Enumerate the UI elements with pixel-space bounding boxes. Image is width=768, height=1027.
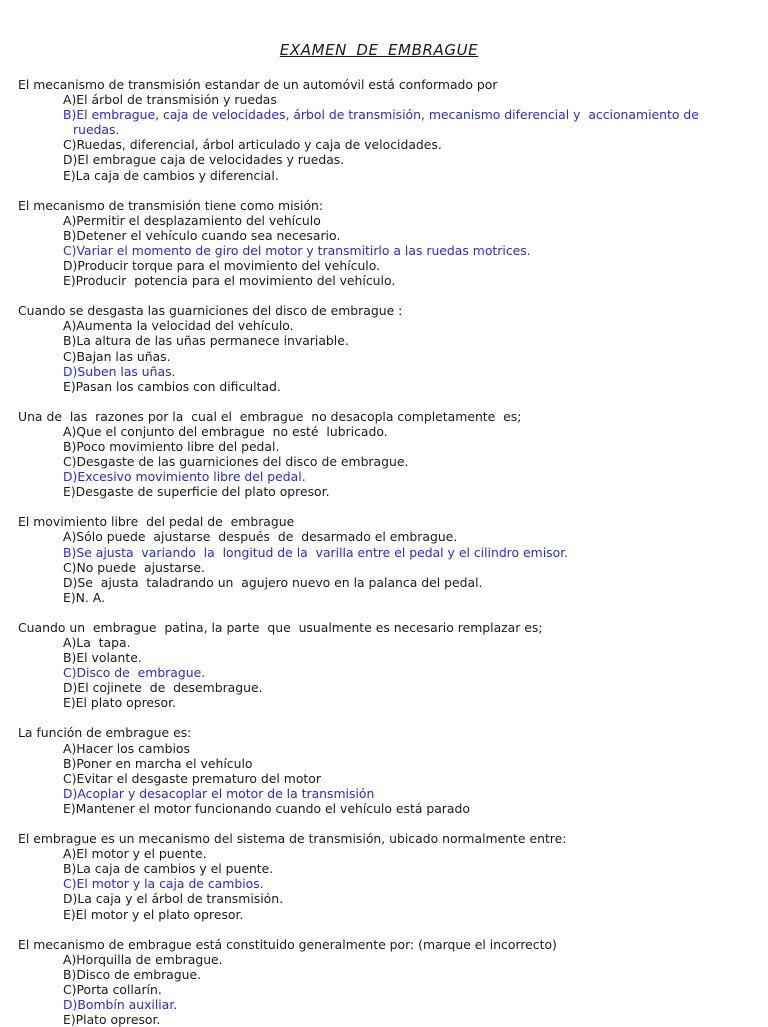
option-text: B)El embrague, caja de velocidades, árbol de transmisión, mecanismo diferencial y accionamiento de	[63, 107, 699, 123]
option-text: A)La tapa.	[63, 635, 131, 650]
option	[63, 967, 740, 982]
question-text: Una de las razones por la cual el embrague no desacopla completamente es;	[18, 408, 522, 424]
correct-option	[63, 997, 740, 1012]
option-text: B)La altura de las uñas permanece invariable.	[63, 333, 349, 349]
option	[63, 379, 740, 394]
option-text: E)Desgaste de superficie del plato opresor.	[63, 484, 330, 500]
question-5	[18, 514, 740, 605]
option-text: B)Se ajusta variando la longitud de la varilla entre el pedal y el cilindro emisor.	[63, 544, 569, 560]
option-text: A)Que el conjunto del embrague no esté lubricado.	[63, 423, 388, 439]
option-text: D)Acoplar y desacoplar el motor de la transmisión	[63, 785, 375, 801]
option	[63, 213, 740, 228]
option-list	[18, 635, 740, 710]
option-text: C)Ruedas, diferencial, árbol articulado y caja de velocidades.	[63, 137, 442, 153]
question-3	[18, 303, 740, 394]
option-suffix: .	[173, 996, 178, 1012]
option-text: B)Poner en marcha el vehículo	[63, 755, 253, 771]
option-text: E)Pasan los cambios con dificultad.	[63, 378, 281, 394]
question-6	[18, 620, 740, 711]
option-list	[18, 318, 740, 393]
option-text: C)Desgaste de las guarniciones del disco de embrague.	[63, 454, 409, 470]
option-text: C)Disco de embrague.	[63, 665, 206, 681]
question-text: La función de embrague es:	[18, 725, 192, 741]
correct-option	[63, 876, 740, 891]
option-text: D)El embrague caja de velocidades y ruedas.	[63, 152, 345, 168]
question-text: El embrague es un mecanismo del sistema de transmisión, ubicado normalmente entre:	[18, 831, 567, 847]
question-7	[18, 725, 740, 816]
option	[63, 318, 740, 333]
option-text: D)La caja y el árbol de transmisión.	[63, 891, 284, 907]
question-text: El mecanismo de transmisión estandar de un automóvil está conformado por	[18, 77, 498, 92]
option	[63, 349, 740, 364]
option-text: C)Porta collarín.	[63, 981, 162, 997]
option	[63, 756, 740, 771]
question-text: Cuando un embrague patina, la parte que usualmente es necesario remplazar es;	[18, 619, 543, 635]
option	[63, 952, 740, 967]
option-text: E)Producir potencia para el movimiento del vehículo.	[63, 273, 396, 289]
option	[63, 529, 740, 544]
question-text: El mecanismo de embrague está constituido generalmente por: (marque el incorrecto)	[18, 936, 557, 952]
correct-option	[63, 665, 740, 680]
option-text: C)No puede ajustarse.	[63, 559, 205, 575]
option-text: B)Disco de embrague.	[63, 966, 202, 982]
option	[63, 273, 740, 288]
option	[63, 635, 740, 650]
option	[63, 771, 740, 786]
correct-option	[63, 469, 740, 484]
option	[63, 891, 740, 906]
option	[63, 258, 740, 273]
option	[63, 907, 740, 922]
option-text: E)N. A.	[63, 589, 106, 605]
option-list	[18, 741, 740, 816]
correct-option	[63, 786, 740, 801]
option-list	[18, 92, 740, 183]
option	[63, 1012, 740, 1027]
correct-option	[63, 107, 740, 137]
question-2	[18, 198, 740, 289]
option-text: C)Variar el momento de giro del motor y transmitirlo a las ruedas motrices.	[63, 242, 531, 258]
option-text: D)Excesivo movimiento libre del pedal.	[63, 469, 306, 485]
option	[63, 454, 740, 469]
option	[63, 439, 740, 454]
option	[63, 484, 740, 499]
question-9	[18, 937, 740, 1027]
question-text: El movimiento libre del pedal de embrague	[18, 514, 295, 530]
option-text: A)Horquilla de embrague.	[63, 951, 223, 967]
option-text: E)Plato opresor.	[63, 1012, 161, 1027]
option	[63, 861, 740, 876]
question-text: Cuando se desgasta las guarniciones del disco de embrague :	[18, 303, 403, 319]
option-text: D)El cojinete de desembrague.	[63, 680, 263, 696]
exam-title: EXAMEN DE EMBRAGUE	[279, 41, 479, 59]
option-text: A)El árbol de transmisión y ruedas	[63, 92, 277, 108]
option-list	[18, 213, 740, 288]
option	[63, 333, 740, 348]
option	[63, 424, 740, 439]
option-text: D)Bombín auxiliar	[63, 996, 174, 1012]
option-text: E)La caja de cambios y diferencial.	[63, 167, 279, 183]
option	[63, 680, 740, 695]
correct-option	[63, 545, 740, 560]
option	[63, 695, 740, 710]
option	[63, 168, 740, 183]
option	[63, 575, 740, 590]
option-text: A)Sólo puede ajustarse después de desarmado el embrague.	[63, 529, 458, 545]
option	[63, 982, 740, 997]
option-text: D)Se ajusta taladrando un agujero nuevo en la palanca del pedal.	[63, 574, 483, 590]
option-text: A)Permitir el desplazamiento del vehículo	[63, 212, 321, 228]
question-1	[18, 77, 740, 183]
option	[63, 137, 740, 152]
option	[63, 846, 740, 861]
option	[63, 801, 740, 816]
option-text: D)Suben las uñas.	[63, 363, 176, 379]
option-text: A)Hacer los cambios	[63, 740, 190, 756]
option-text: E)El motor y el plato opresor.	[63, 906, 244, 922]
correct-option	[63, 243, 740, 258]
option	[63, 741, 740, 756]
question-list	[18, 77, 740, 1027]
option-text: B)El volante.	[63, 650, 142, 666]
option-list	[18, 846, 740, 921]
option-text: B)Poco movimiento libre del pedal.	[63, 438, 280, 454]
option-list	[18, 424, 740, 499]
option-text: B)La caja de cambios y el puente.	[63, 861, 274, 877]
correct-option	[63, 364, 740, 379]
option	[63, 560, 740, 575]
option-text: B)Detener el vehículo cuando sea necesario.	[63, 227, 341, 243]
option-text: E)Mantener el motor funcionando cuando el vehículo está parado	[63, 800, 470, 816]
option-text: C)El motor y la caja de cambios.	[63, 876, 264, 892]
option	[63, 152, 740, 167]
option-text: A)El motor y el puente.	[63, 846, 207, 862]
question-text: El mecanismo de transmisión tiene como misión:	[18, 197, 324, 213]
option	[63, 650, 740, 665]
option-text: A)Aumenta la velocidad del vehículo.	[63, 318, 294, 334]
question-4	[18, 409, 740, 500]
option-list	[18, 529, 740, 604]
option	[63, 590, 740, 605]
option-list	[18, 952, 740, 1027]
option	[63, 228, 740, 243]
option	[63, 92, 740, 107]
option-text-continuation: ruedas.	[73, 122, 120, 138]
question-8	[18, 831, 740, 922]
option-text: C)Evitar el desgaste prematuro del motor	[63, 770, 321, 786]
option-text: C)Bajan las uñas.	[63, 348, 171, 364]
option-text: D)Producir torque para el movimiento del vehículo.	[63, 258, 381, 274]
option-text: E)El plato opresor.	[63, 695, 176, 711]
